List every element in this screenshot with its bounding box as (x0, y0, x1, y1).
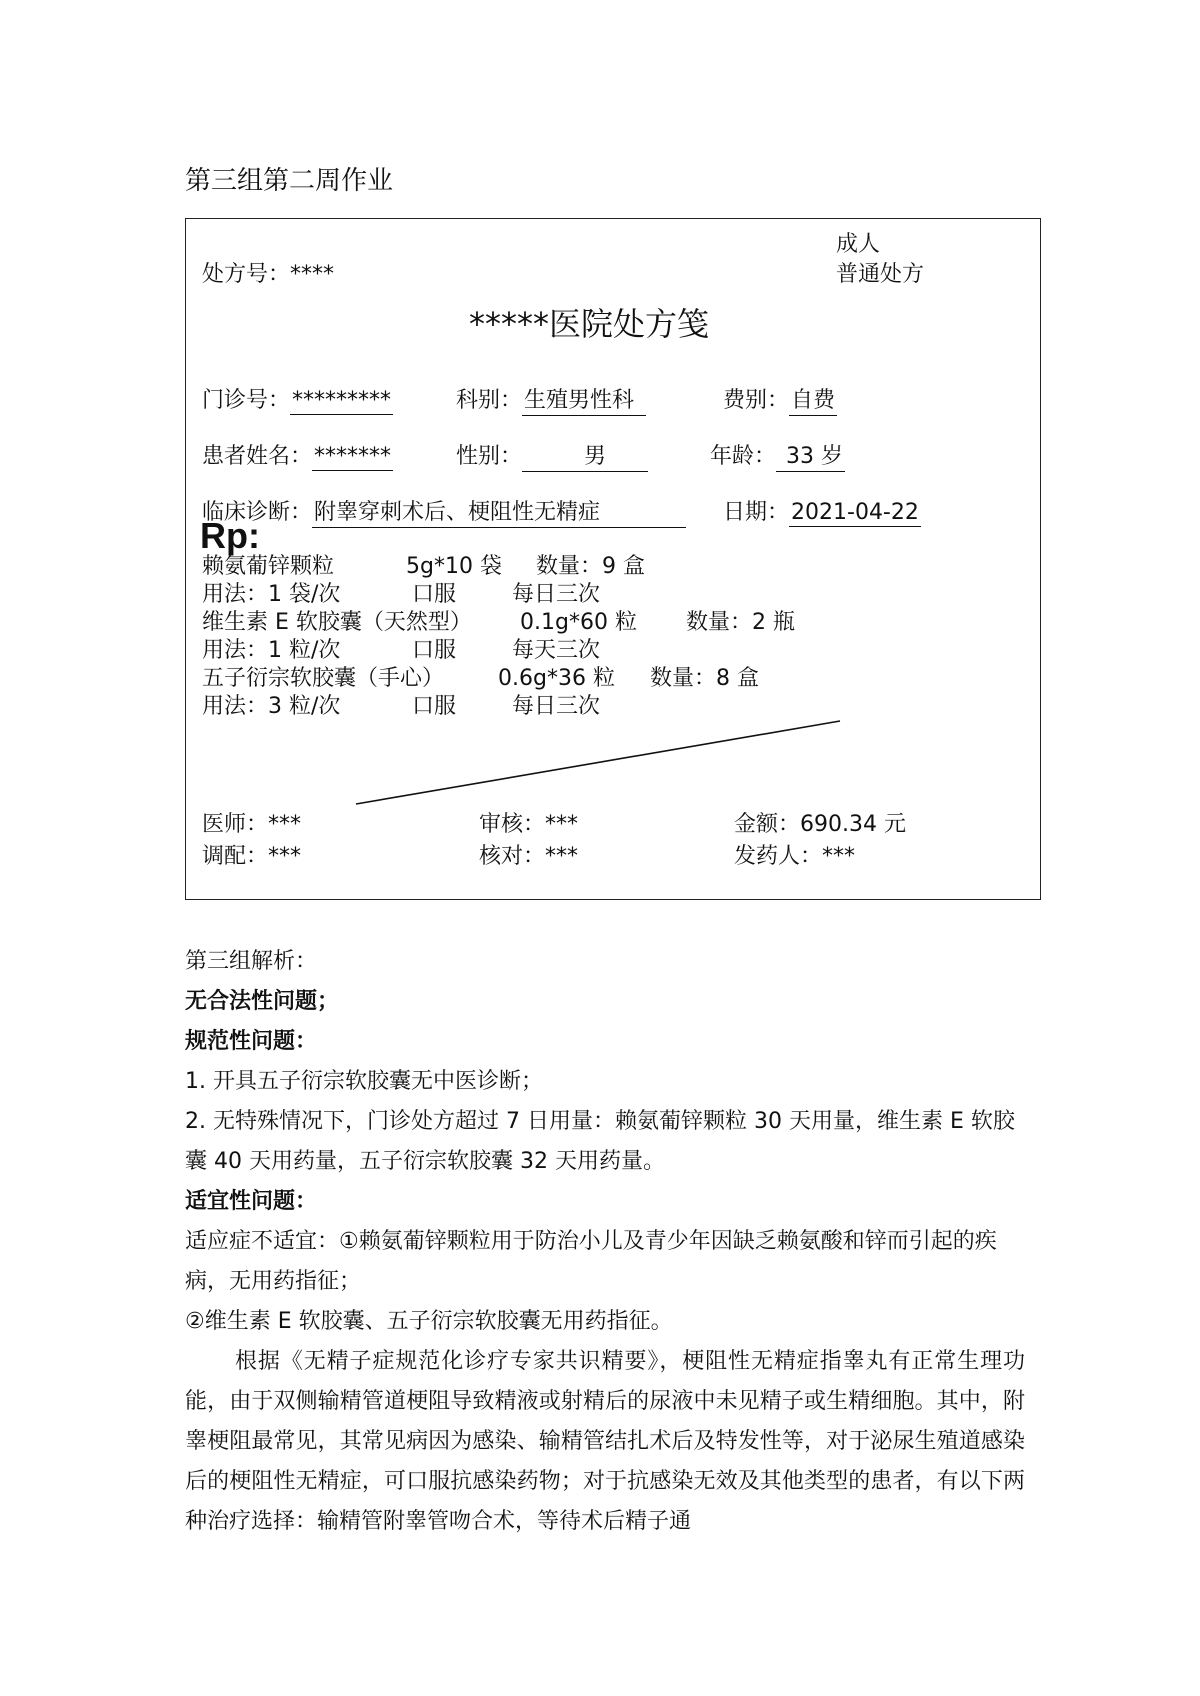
patient-name: ******* (314, 444, 392, 469)
norm-heading (185, 1022, 1025, 1062)
suitability-heading-text: 适宜性问题： (185, 1189, 318, 1214)
drug-qty: 数量：9 盒 (536, 554, 645, 579)
drug-route: 口服 (412, 638, 457, 663)
date: 2021-04-22 (791, 500, 919, 525)
drug-qty: 数量：2 瓶 (686, 610, 795, 635)
drug-name: 赖氨葡锌颗粒 (202, 554, 335, 579)
norm-item-2: 2. 无特殊情况下，门诊处方超过 7 日用量：赖氨葡锌颗粒 30 天用量，维生素 E 软胶囊 40 天用药量，五子衍宗软胶囊 32 天用药量。 (185, 1109, 1015, 1174)
void-line (186, 219, 1042, 901)
drug-frequency: 每日三次 (512, 694, 601, 719)
drug-spec: 5g*10 袋 (406, 554, 502, 579)
guideline-paragraph: 根据《无精子症规范化诊疗专家共识精要》，梗阻性无精症指睾丸有正常生理功能，由于双侧输精管道梗阻导致精液或射精后的尿液中未见精子或生精细胞。其中，附睾梗阻最常见，其常见病因为感染、输精管结扎术后及特发性等，对于泌尿生殖道感染后的梗阻性无精症，可口服抗感染药物；对于抗感染无效及其他类型的患者，有以下两种治疗选择：输精管附睾管吻合术，等待术后精子通 (185, 1349, 1025, 1534)
analysis-heading: 第三组解析： (185, 949, 318, 974)
drug-dose: 用法：1 粒/次 (202, 638, 341, 663)
drug-frequency: 每天三次 (512, 638, 601, 663)
drug-route: 口服 (412, 582, 457, 607)
dept-label: 科别： (456, 388, 523, 413)
clinic-no-label: 门诊号： (202, 388, 291, 413)
fee: 自费 (789, 383, 837, 416)
drug-name: 五子衍宗软胶囊（手心） (202, 666, 445, 691)
suitability-text-2: ②维生素 E 软胶囊、五子衍宗软胶囊无用药指征。 (185, 1309, 673, 1334)
age: 33 岁 (776, 439, 845, 472)
drug-spec: 0.1g*60 粒 (520, 610, 637, 635)
dispense-signature: 调配：*** (202, 844, 302, 869)
norm-item-1: 1. 开具五子衍宗软胶囊无中医诊断； (185, 1069, 543, 1094)
age-label: 年龄： (710, 444, 777, 469)
sex-label: 性别： (456, 444, 523, 469)
rx-number: **** (290, 262, 335, 287)
suitability-text-1: 适应症不适宜：①赖氨葡锌颗粒用于防治小儿及青少年因缺乏赖氨酸和锌而引起的疾病，无用药指征； (185, 1229, 997, 1294)
drug-dose: 用法：3 粒/次 (202, 694, 341, 719)
patient-name-label: 患者姓名： (202, 444, 313, 469)
suitability-heading (185, 1182, 1025, 1222)
date-label: 日期： (723, 500, 790, 525)
prescription-form (185, 218, 1041, 900)
check-signature: 核对：*** (479, 844, 579, 869)
rp-mark: Rp: (200, 515, 260, 556)
rx-number-label: 处方号： (202, 262, 291, 287)
diagnosis-label: 临床诊断： (202, 500, 313, 525)
category-adult: 成人 (836, 232, 881, 257)
issuer-signature: 发药人：*** (734, 844, 856, 869)
category-normal: 普通处方 (836, 262, 925, 287)
doctor-signature: 医师：*** (202, 812, 302, 837)
drug-dose: 用法：1 袋/次 (202, 582, 341, 607)
fee-label: 费别： (723, 388, 790, 413)
drug-qty: 数量：8 盒 (650, 666, 759, 691)
diagnosis: 附睾穿刺术后、梗阻性无精症 (312, 495, 686, 528)
norm-heading-text: 规范性问题： (185, 1029, 318, 1054)
legality-note (185, 982, 1025, 1022)
amount: 金额：690.34 元 (734, 812, 906, 837)
page-title: 第三组第二周作业 (185, 166, 394, 196)
clinic-no: ********* (292, 388, 392, 413)
drug-name: 维生素 E 软胶囊（天然型） (202, 610, 472, 635)
drug-frequency: 每日三次 (512, 582, 601, 607)
dept: 生殖男性科 (522, 383, 646, 416)
hospital-title: *****医院处方笺 (469, 305, 710, 343)
drug-spec: 0.6g*36 粒 (498, 666, 615, 691)
sex: 男 (522, 439, 648, 472)
legality-text: 无合法性问题； (185, 989, 340, 1014)
drug-route: 口服 (412, 694, 457, 719)
review-signature: 审核：*** (479, 812, 579, 837)
